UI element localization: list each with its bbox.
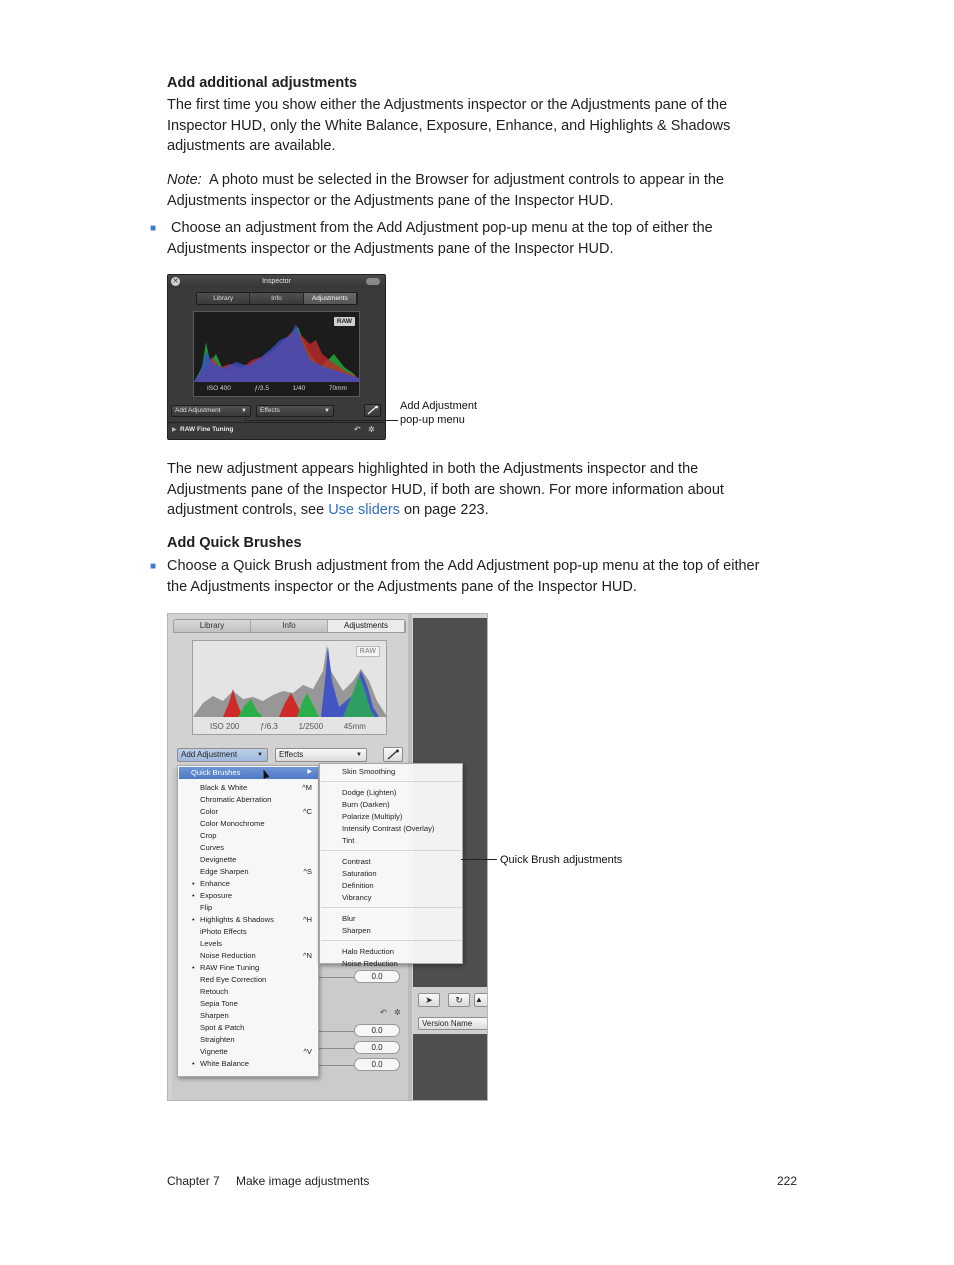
- aperture-value: ƒ/6.3: [260, 722, 278, 731]
- submenu-item[interactable]: Polarize (Multiply): [342, 812, 403, 821]
- reset-icon[interactable]: ↶: [380, 1008, 387, 1017]
- gear-icon[interactable]: ✲: [394, 1008, 401, 1017]
- menu-item-shortcut: ^M: [302, 783, 312, 792]
- section-heading-quick-brushes: Add Quick Brushes: [167, 535, 302, 551]
- quick-brushes-submenu: [319, 763, 463, 968]
- menu-separator: [321, 907, 462, 908]
- use-sliders-link[interactable]: Use sliders: [328, 502, 400, 518]
- callout-add-adjustment: [400, 399, 477, 427]
- submenu-item[interactable]: Definition: [342, 881, 374, 890]
- menu-item[interactable]: iPhoto Effects: [200, 927, 247, 936]
- stamp-icon: ▲: [475, 995, 483, 1004]
- text-line: adjustment controls, see: [167, 502, 329, 518]
- menu-item[interactable]: White Balance: [200, 1059, 249, 1068]
- tab-info[interactable]: Info: [251, 620, 328, 632]
- stamp-tool-button[interactable]: [474, 993, 488, 1007]
- checked-bullet-icon: •: [192, 963, 195, 972]
- version-name-label: Version Name: [422, 1019, 473, 1028]
- text-line: The first time you show either the Adjustments inspector or the Adjustments pane of the: [167, 97, 728, 113]
- menu-item[interactable]: Noise Reduction: [200, 951, 256, 960]
- menu-item-label: Quick Brushes: [191, 768, 241, 777]
- effects-popup[interactable]: [256, 405, 334, 417]
- page-number: 222: [777, 1174, 798, 1188]
- submenu-arrow-icon: ▶: [307, 769, 312, 775]
- pointer-icon: ➤: [425, 995, 433, 1005]
- add-adjustment-popup[interactable]: [177, 748, 268, 762]
- tab-adjustments[interactable]: Adjustments: [328, 620, 405, 632]
- checked-bullet-icon: •: [192, 915, 195, 924]
- menu-item[interactable]: RAW Fine Tuning: [200, 963, 260, 972]
- text-line: A photo must be selected in the Browser for adjustment controls to appear in the: [208, 172, 724, 188]
- auto-enhance-button[interactable]: [383, 747, 403, 762]
- callout-text: pop-up menu: [400, 414, 465, 426]
- submenu-item[interactable]: Intensify Contrast (Overlay): [342, 824, 435, 833]
- menu-separator: [321, 781, 462, 782]
- intro-paragraph: [167, 95, 730, 157]
- checked-bullet-icon: •: [192, 891, 195, 900]
- text-line: Adjustments pane of the Inspector HUD, if both are shown. For more information about: [167, 481, 724, 498]
- auto-enhance-button[interactable]: [364, 404, 381, 417]
- browser-area: [413, 1034, 488, 1101]
- menu-item[interactable]: Edge Sharpen: [200, 867, 249, 876]
- menu-item[interactable]: Flip: [200, 903, 213, 912]
- focal-length-value: 70mm: [328, 385, 347, 392]
- raw-fine-tuning-label: RAW Fine Tuning: [180, 426, 234, 433]
- menu-separator: [321, 940, 462, 941]
- select-tool-button[interactable]: [418, 993, 440, 1007]
- effects-popup[interactable]: [275, 748, 367, 762]
- raw-badge: RAW: [334, 317, 355, 326]
- submenu-item[interactable]: Blur: [342, 914, 356, 923]
- add-adjustment-menu: [177, 765, 319, 1077]
- tab-adjustments[interactable]: Adjustments: [304, 293, 357, 304]
- submenu-item[interactable]: Burn (Darken): [342, 800, 390, 809]
- menu-item[interactable]: Sharpen: [200, 1011, 229, 1020]
- text-line: Inspector HUD, only the White Balance, Exposure, Enhance, and Highlights & Shadows: [167, 117, 731, 134]
- slider-value-field[interactable]: 0.0: [354, 1058, 400, 1071]
- checked-bullet-icon: •: [192, 879, 195, 888]
- menu-item[interactable]: Color Monochrome: [200, 819, 265, 828]
- text-line: adjustments are available.: [167, 138, 336, 154]
- menu-separator: [321, 850, 462, 851]
- callout-line: [245, 420, 398, 421]
- magic-wand-icon: [365, 405, 380, 416]
- footer-chapter-link[interactable]: Make image adjustments: [236, 1174, 370, 1188]
- submenu-item[interactable]: Saturation: [342, 869, 377, 878]
- text-line: The new adjustment appears highlighted in both the Adjustments inspector and the: [167, 461, 699, 477]
- bullet-square: ■: [150, 223, 157, 234]
- menu-item[interactable]: Levels: [200, 939, 222, 948]
- submenu-item[interactable]: Noise Reduction: [342, 959, 398, 968]
- note-label: Note:: [167, 172, 202, 188]
- histogram-panel: [192, 640, 387, 735]
- callout-text: Add Adjustment: [400, 400, 478, 412]
- callout-line: [461, 859, 497, 860]
- slider-value-field[interactable]: 0.0: [354, 1041, 400, 1054]
- menu-item-shortcut: ^H: [302, 915, 312, 924]
- chevron-down-icon: ▼: [356, 752, 362, 758]
- magic-wand-icon: [384, 748, 402, 761]
- submenu-item[interactable]: Sharpen: [342, 926, 371, 935]
- submenu-item[interactable]: Dodge (Lighten): [342, 788, 397, 797]
- text-line: on page 223.: [399, 502, 489, 518]
- text-line: the Adjustments inspector or the Adjustments pane of the Inspector HUD.: [167, 578, 637, 595]
- menu-item[interactable]: Retouch: [200, 987, 229, 996]
- menu-item[interactable]: Red Eye Correction: [200, 975, 267, 984]
- menu-item[interactable]: Vignette: [200, 1047, 228, 1056]
- hud-toggle-icon[interactable]: [366, 278, 380, 285]
- text-line: Choose a Quick Brush adjustment from the Add Adjustment pop-up menu at the top of either: [167, 558, 760, 574]
- submenu-item[interactable]: Contrast: [342, 857, 371, 866]
- slider-value-field[interactable]: 0.0: [354, 970, 400, 983]
- hud-titlebar: [168, 275, 385, 288]
- divider: [168, 422, 385, 423]
- section-heading-add-adjustments: Add additional adjustments: [167, 75, 358, 91]
- note-paragraph: [167, 170, 724, 211]
- menu-item[interactable]: Crop: [200, 831, 217, 840]
- version-name-field[interactable]: [418, 1017, 488, 1030]
- disclosure-triangle-icon[interactable]: ▶: [172, 427, 177, 433]
- menu-item[interactable]: Sepia Tone: [200, 999, 238, 1008]
- histogram-panel: [193, 311, 360, 397]
- menu-item[interactable]: Chromatic Aberration: [200, 795, 272, 804]
- menu-item[interactable]: Black & White: [200, 783, 248, 792]
- hud-title: Inspector: [262, 278, 291, 285]
- hud-tab-bar: [196, 292, 358, 305]
- slider-value-field[interactable]: 0.0: [354, 1024, 400, 1037]
- tab-library[interactable]: Library: [197, 293, 250, 304]
- menu-item-quick-brushes[interactable]: [179, 767, 318, 779]
- iso-value: ISO 200: [210, 722, 240, 731]
- submenu-item[interactable]: Tint: [342, 836, 355, 845]
- exposure-metadata: [210, 722, 366, 731]
- effects-label: Effects: [260, 407, 280, 414]
- chevron-down-icon: ▼: [257, 752, 263, 758]
- add-adjustment-popup[interactable]: [171, 405, 251, 417]
- exposure-metadata: [207, 385, 347, 392]
- add-adjustment-label: Add Adjustment: [181, 750, 238, 759]
- bullet-square: ■: [150, 561, 157, 572]
- menu-item-shortcut: ^C: [302, 807, 312, 816]
- menu-item[interactable]: Devignette: [200, 855, 237, 864]
- tab-info[interactable]: Info: [250, 293, 303, 304]
- text-line: Choose an adjustment from the Add Adjustment pop-up menu at the top of either the: [171, 220, 713, 236]
- aperture-value: ƒ/3.5: [254, 385, 269, 392]
- chevron-down-icon: ▼: [241, 408, 247, 414]
- adjustments-inspector-screenshot: [167, 613, 488, 1101]
- inspector-tab-bar: [173, 619, 406, 633]
- close-icon[interactable]: ✕: [172, 278, 179, 285]
- submenu-item[interactable]: Vibrancy: [342, 893, 372, 902]
- footer-chapter: Chapter 7: [167, 1174, 220, 1188]
- rotate-icon: ↻: [455, 995, 463, 1005]
- text-line: Adjustments inspector or the Adjustments pane of the Inspector HUD.: [167, 192, 614, 209]
- menu-item-shortcut: ^V: [303, 1047, 312, 1056]
- menu-item[interactable]: Straighten: [200, 1035, 235, 1044]
- menu-item[interactable]: Curves: [200, 843, 225, 852]
- menu-item[interactable]: Highlights & Shadows: [200, 915, 274, 924]
- menu-item[interactable]: Color: [200, 807, 219, 816]
- menu-item-shortcut: ^S: [303, 867, 312, 876]
- shutter-value: 1/2500: [298, 722, 324, 731]
- tab-library[interactable]: Library: [174, 620, 251, 632]
- menu-item-shortcut: ^N: [302, 951, 312, 960]
- menu-item[interactable]: Spot & Patch: [200, 1023, 245, 1032]
- bullet-paragraph: [167, 556, 759, 597]
- gear-icon[interactable]: ✲: [368, 425, 375, 434]
- submenu-item[interactable]: Skin Smoothing: [342, 767, 396, 776]
- menu-item[interactable]: Exposure: [200, 891, 233, 900]
- followup-paragraph: [167, 459, 724, 521]
- add-adjustment-label: Add Adjustment: [175, 407, 221, 414]
- effects-label: Effects: [279, 750, 304, 759]
- shutter-value: 1/40: [292, 385, 306, 392]
- checked-bullet-icon: •: [192, 1059, 195, 1068]
- inspector-hud: [167, 274, 386, 440]
- iso-value: ISO 400: [207, 385, 231, 392]
- bullet-paragraph: [167, 218, 713, 259]
- reset-icon[interactable]: ↶: [354, 425, 361, 434]
- submenu-item[interactable]: Halo Reduction: [342, 947, 394, 956]
- menu-item[interactable]: Enhance: [200, 879, 230, 888]
- raw-badge: RAW: [356, 646, 380, 657]
- focal-length-value: 45mm: [343, 722, 366, 731]
- rotate-tool-button[interactable]: [448, 993, 470, 1007]
- text-line: Adjustments inspector or the Adjustments pane of the Inspector HUD.: [167, 240, 614, 257]
- chevron-down-icon: ▼: [324, 408, 330, 414]
- callout-quick-brush: Quick Brush adjustments: [500, 854, 623, 866]
